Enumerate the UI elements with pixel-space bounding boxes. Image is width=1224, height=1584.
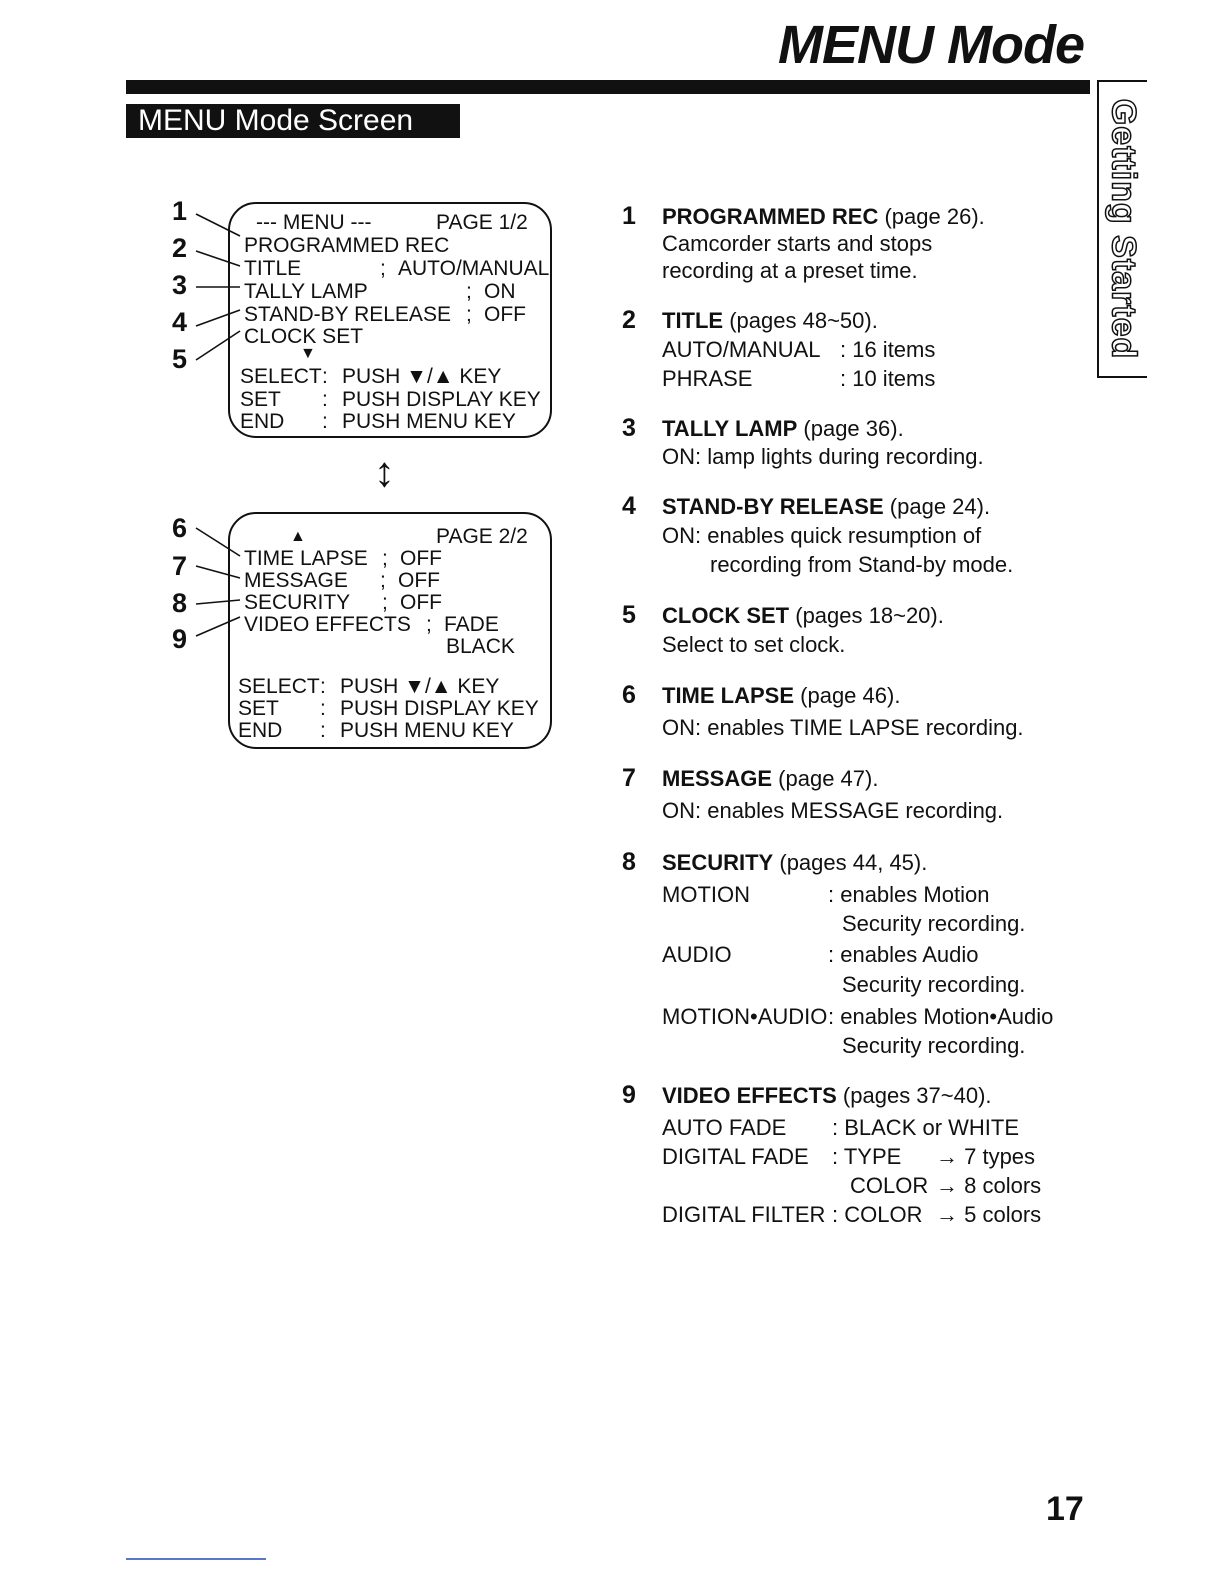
desc-ref: (pages 18~20). <box>795 603 944 628</box>
menu-screen-page-1 <box>228 202 552 438</box>
desc-heading <box>662 308 878 334</box>
desc-row-value: : 10 items <box>840 366 936 391</box>
menu-row-sep: ; <box>466 280 472 303</box>
desc-ref: (page 24). <box>889 494 991 519</box>
menu-row-sep: ; <box>426 613 432 636</box>
desc-row-value: : enables Audio <box>828 942 979 967</box>
scroll-down-icon: ▼ <box>300 345 316 362</box>
menu-row-value: OFF <box>400 547 442 570</box>
footer-action: PUSH ▼/▲ KEY <box>342 365 502 388</box>
desc-title: VIDEO EFFECTS <box>662 1083 837 1108</box>
menu-row-stand-by-release: STAND-BY RELEASE <box>244 303 451 326</box>
menu-row-video-effects: VIDEO EFFECTS <box>244 613 411 636</box>
menu-row-sep: ; <box>382 547 388 570</box>
desc-text: ON: lamp lights during recording. <box>662 444 984 469</box>
callout-5: 5 <box>172 344 188 374</box>
desc-heading <box>662 850 927 876</box>
desc-title: PROGRAMMED REC <box>662 204 879 229</box>
desc-row-key: DIGITAL FILTER <box>662 1202 826 1227</box>
callout-6: 6 <box>172 513 188 543</box>
footer-rule <box>126 1558 266 1560</box>
desc-ref: (page 36). <box>803 416 904 441</box>
desc-text: ON: enables MESSAGE recording. <box>662 798 1004 823</box>
desc-num: 1 <box>622 202 636 230</box>
menu-row-value: FADE <box>444 613 499 636</box>
scroll-up-icon: ▲ <box>290 528 306 545</box>
footer-key: SET <box>240 388 281 411</box>
footer-sep: : <box>322 388 328 411</box>
desc-ref: (pages 44, 45). <box>779 850 928 875</box>
desc-heading <box>662 416 904 442</box>
desc-num: 6 <box>622 681 636 709</box>
desc-row-result: → 5 colors <box>936 1202 1042 1227</box>
menu-row-sep: ; <box>380 257 386 280</box>
desc-row-value-continued: Security recording. <box>842 972 1026 997</box>
desc-num: 7 <box>622 764 636 792</box>
menu-row-sep: ; <box>382 591 388 614</box>
footer-sep: : <box>320 719 326 742</box>
desc-ref: (page 47). <box>778 766 879 791</box>
desc-text: recording from Stand-by mode. <box>710 552 1014 577</box>
desc-row-key: AUDIO <box>662 942 732 967</box>
desc-text: ON: enables TIME LAPSE recording. <box>662 715 1024 740</box>
menu-row-sep: ; <box>380 569 386 592</box>
page-number: 17 <box>1046 1490 1084 1528</box>
desc-title: STAND-BY RELEASE <box>662 494 884 519</box>
desc-num: 2 <box>622 306 636 334</box>
desc-title: TITLE <box>662 308 724 333</box>
desc-num: 5 <box>622 601 636 629</box>
desc-heading <box>662 494 990 520</box>
desc-heading <box>662 766 878 792</box>
desc-row-result: → 7 types <box>936 1144 1036 1169</box>
menu-row-value: ON <box>484 280 516 303</box>
desc-row-value: COLOR <box>850 1173 929 1198</box>
footer-key: SET <box>238 697 279 720</box>
desc-num: 9 <box>622 1081 636 1109</box>
desc-ref: (pages 48~50). <box>729 308 878 333</box>
page-switch-arrow-icon: ↕ <box>374 448 395 495</box>
desc-ref: (pages 37~40). <box>842 1083 992 1108</box>
desc-row-value: : TYPE <box>832 1144 902 1169</box>
desc-row-value: : enables Motion <box>828 882 990 907</box>
desc-row-value: : BLACK or WHITE <box>832 1115 1020 1140</box>
side-tab-label: Getting Started <box>1104 98 1143 360</box>
desc-heading <box>662 1083 992 1109</box>
desc-row-key: MOTION <box>662 882 750 907</box>
footer-key: END <box>238 719 283 742</box>
desc-row-value: : enables Motion•Audio <box>828 1004 1054 1029</box>
page-title: MENU Mode <box>778 15 1084 75</box>
desc-row-key: PHRASE <box>662 366 753 391</box>
menu-row-programmed-rec: PROGRAMMED REC <box>244 234 450 257</box>
desc-title: TIME LAPSE <box>662 683 795 708</box>
menu-row-value: OFF <box>484 303 526 326</box>
desc-ref: (page 26). <box>884 204 985 229</box>
desc-row-result: → 8 colors <box>936 1173 1042 1198</box>
desc-text: Camcorder starts and stops <box>662 231 933 256</box>
desc-row-value-continued: Security recording. <box>842 1033 1026 1058</box>
callout-7: 7 <box>172 551 188 581</box>
menu-screen-page-2 <box>228 512 552 749</box>
desc-row-key: DIGITAL FADE <box>662 1144 809 1169</box>
callout-4: 4 <box>172 307 188 337</box>
menu-header-left: --- MENU --- <box>256 211 372 234</box>
footer-key: END <box>240 410 285 433</box>
desc-row-key: MOTION•AUDIO <box>662 1004 828 1029</box>
desc-title: MESSAGE <box>662 766 773 791</box>
section-label: MENU Mode Screen <box>126 104 460 138</box>
menu-row-message: MESSAGE <box>244 569 348 592</box>
menu-row-tally-lamp: TALLY LAMP <box>244 280 368 303</box>
desc-heading <box>662 204 985 230</box>
callout-1: 1 <box>172 196 188 226</box>
menu-header-right: PAGE 2/2 <box>436 525 528 548</box>
desc-heading <box>662 603 944 629</box>
desc-num: 8 <box>622 848 636 876</box>
desc-row-value-continued: Security recording. <box>842 911 1026 936</box>
callout-9: 9 <box>172 624 188 654</box>
desc-row-key: AUTO FADE <box>662 1115 787 1140</box>
menu-row-time-lapse: TIME LAPSE <box>244 547 368 570</box>
menu-row-value: OFF <box>398 569 440 592</box>
desc-row-value: : COLOR <box>832 1202 923 1227</box>
desc-title: SECURITY <box>662 850 774 875</box>
menu-header-right: PAGE 1/2 <box>436 211 528 234</box>
menu-row-sep: ; <box>466 303 472 326</box>
menu-row-clock-set: CLOCK SET <box>244 325 364 348</box>
desc-title: CLOCK SET <box>662 603 790 628</box>
menu-row-value: AUTO/MANUAL <box>398 257 550 280</box>
footer-sep: : <box>322 410 328 433</box>
menu-row-security: SECURITY <box>244 591 351 614</box>
callout-2: 2 <box>172 233 188 263</box>
desc-text: recording at a preset time. <box>662 258 918 283</box>
menu-row-value: OFF <box>400 591 442 614</box>
footer-action: PUSH MENU KEY <box>340 719 514 742</box>
footer-sep: : <box>320 697 326 720</box>
menu-row-value-continued: BLACK <box>446 635 515 658</box>
desc-row-value: : 16 items <box>840 337 936 362</box>
desc-num: 3 <box>622 414 636 442</box>
desc-ref: (page 46). <box>800 683 901 708</box>
footer-action: PUSH DISPLAY KEY <box>342 388 541 411</box>
footer-key: SELECT <box>240 365 322 388</box>
desc-title: TALLY LAMP <box>662 416 798 441</box>
menu-row-title: TITLE <box>244 257 302 280</box>
desc-text: Select to set clock. <box>662 632 846 657</box>
footer-action: PUSH MENU KEY <box>342 410 516 433</box>
desc-row-key: AUTO/MANUAL <box>662 337 821 362</box>
footer-key: SELECT <box>238 675 320 698</box>
callout-3: 3 <box>172 270 188 300</box>
desc-num: 4 <box>622 492 636 520</box>
footer-action: PUSH ▼/▲ KEY <box>340 675 500 698</box>
desc-text: ON: enables quick resumption of <box>662 523 982 548</box>
callout-8: 8 <box>172 588 188 618</box>
footer-action: PUSH DISPLAY KEY <box>340 697 539 720</box>
footer-sep: : <box>320 675 326 698</box>
footer-sep: : <box>322 365 328 388</box>
desc-heading <box>662 683 900 709</box>
